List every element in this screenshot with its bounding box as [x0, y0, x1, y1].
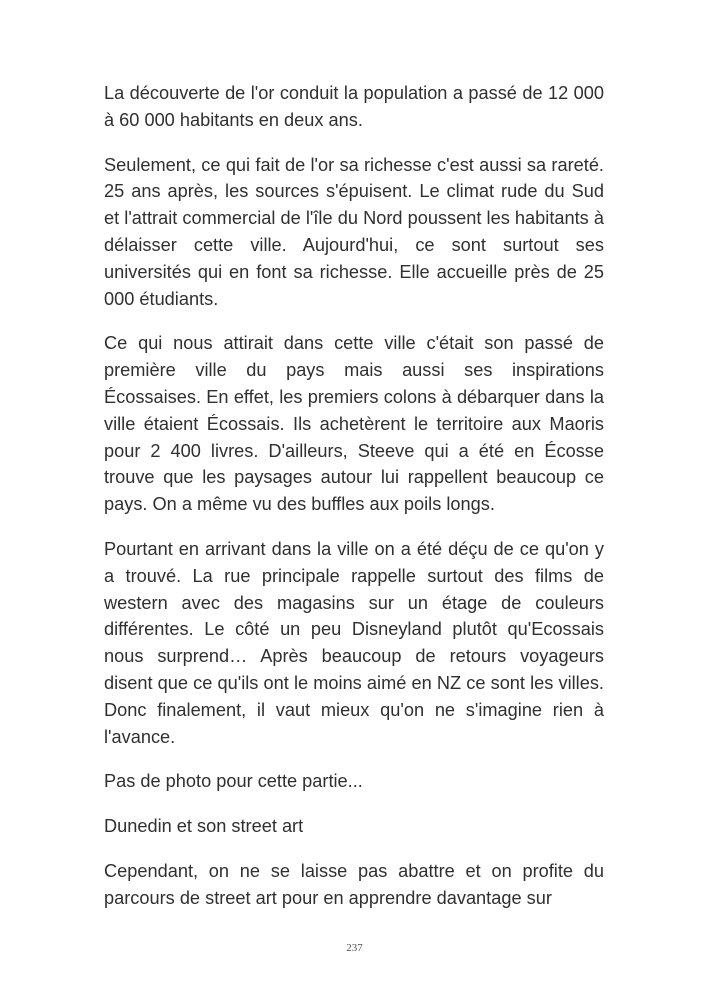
paragraph-scottish-heritage: Ce qui nous attirait dans cette ville c'était son passé de première ville du pays mais aussi ses inspirations Écossaises. En effet, les premiers colons à débarquer dans la ville étaient Écossais. Ils achetèrent le territoire aux Maoris pour 2 400 livres. D'ailleurs, Steeve qui a été en Écosse trouve que les paysages autour lui rappellent beaucoup ce pays. On a même vu des buffles aux poils longs. [104, 333, 604, 515]
paragraph-gold-rarity: Seulement, ce qui fait de l'or sa richesse c'est aussi sa rareté. 25 ans après, les sources s'épuisent. Le climat rude du Sud et l'attrait commercial de l'île du Nord poussent les habitants à délaisser cette ville. Aujourd'hui, ce sont surtout ses universités qui en font sa richesse. Elle accueille près de 25 000 étudiants. [104, 154, 604, 309]
paragraph-street-art-intro: Cependant, on ne se laisse pas abattre et on profite du parcours de street art pour en apprendre davantage sur [104, 860, 604, 908]
paragraph-city-disappointment: Pourtant en arrivant dans la ville on a été déçu de ce qu'on y a trouvé. La rue principale rappelle surtout des films de western avec des magasins sur un étage de couleurs différentes. Le côté un peu Disneyland plutôt qu'Ecossais nous surprend… Après beaucoup de retours voyageurs disent que ce qu'ils ont le moins aimé en NZ ce sont les villes. Donc finalement, il vaut mieux qu'on ne s'imagine rien à l'avance. [104, 538, 604, 747]
paragraph-gold-population: La découverte de l'or conduit la population a passé de 12 000 à 60 000 habitants en deux ans. [104, 83, 604, 130]
page-number: 237 [346, 942, 363, 954]
section-heading-street-art: Dunedin et son street art [104, 816, 304, 837]
paragraph-no-photo: Pas de photo pour cette partie... [104, 771, 363, 792]
page-body [104, 80, 604, 930]
